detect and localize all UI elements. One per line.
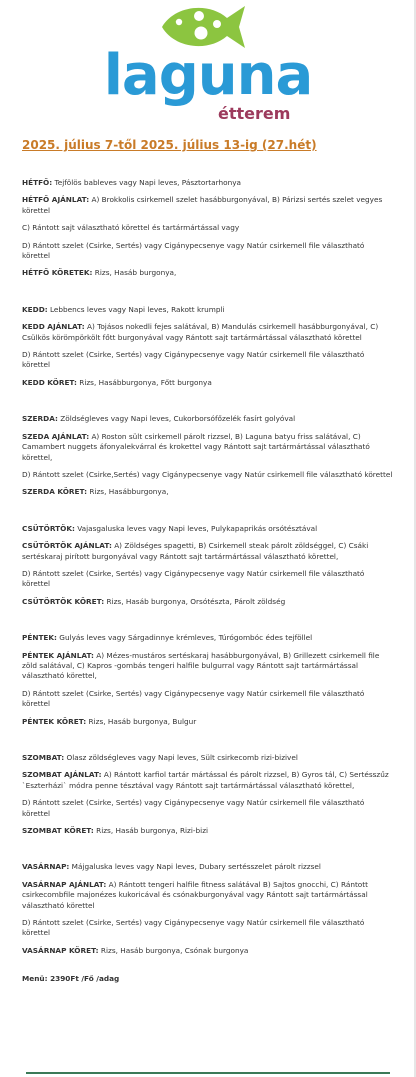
day-label: SZERDA: — [22, 414, 58, 424]
side-line — [22, 597, 394, 607]
logo-subtitle: étterem — [218, 104, 291, 123]
day-section-friday — [22, 633, 394, 727]
soup-text: Lebbencs leves vagy Napi leves, Rakott krumpli — [47, 304, 225, 314]
soup-line — [22, 633, 394, 643]
side-line — [22, 717, 394, 727]
offer-line — [22, 651, 394, 682]
day-section-thursday — [22, 524, 394, 607]
side-text: Rizs, Hasáb burgonya, Orsótészta, Párolt zöldség — [104, 596, 286, 606]
menu-label: Menü: — [22, 974, 48, 984]
option-c-line: C) Rántott sajt választható körettel és tartármártással vagy — [22, 223, 240, 233]
restaurant-logo[interactable] — [0, 0, 416, 128]
offer-label: KEDD AJÁNLAT: — [22, 322, 85, 332]
day-label: HÉTFŐ: — [22, 178, 53, 187]
side-label: VASÁRNAP KÖRET: — [22, 945, 99, 955]
option-d-line: D) Rántott szelet (Csirke, Sertés) vagy Cigánypecsenye vagy Natúr csirkemell file választható körettel — [22, 568, 365, 589]
offer-label: SZEDA AJÁNLAT: — [22, 431, 90, 441]
offer-line — [22, 322, 394, 343]
offer-text: A) Rántott tengeri halfile fitness salátával B) Sajtos gnocchi, C) Rántott csirkecombfile majonézes kukoricával és csónakburgonyával vagy Rántott sajt tartármártással választható körettel — [22, 879, 368, 910]
side-line — [22, 946, 394, 956]
logo-wordmark: laguna — [103, 43, 313, 108]
soup-line — [22, 753, 394, 763]
soup-line — [22, 862, 394, 872]
side-label: HÉTFŐ KÖRETEK: — [22, 268, 93, 278]
day-section-tuesday — [22, 305, 394, 388]
option-d-line: D) Rántott szelet (Csirke,Sertés) vagy Cigánypecsenye vagy Natúr csirkemell file választható körettel — [22, 469, 393, 479]
soup-text: Vajasgaluska leves vagy Napi leves, Pulykapaprikás orsótésztával — [74, 523, 318, 533]
day-section-sunday — [22, 862, 394, 956]
day-label: VASÁRNAP: — [22, 862, 70, 872]
day-section-saturday — [22, 753, 394, 836]
offer-text: A) Roston sült csirkemell párolt rizzsel, B) Laguna batyu friss salátával, C) Camambert nuggets áfonyalekvárral és krokettel vagy Rántott sajt tartármártással választható körettel, — [22, 431, 370, 462]
offer-line — [22, 432, 394, 463]
offer-line — [22, 541, 394, 562]
side-text: Rizs, Hasáb burgonya, Rizi-bizi — [93, 826, 209, 836]
side-line — [22, 268, 394, 278]
side-label: SZERDA KÖRET: — [22, 487, 88, 497]
menu-price-line — [22, 974, 394, 984]
soup-line — [22, 305, 394, 315]
side-text: Rizs, Hasáb burgonya, — [92, 268, 177, 278]
option-d-line: D) Rántott szelet (Csirke, Sertés) vagy Cigánypecsenye vagy Natúr csirkemell file választható körettel — [22, 688, 365, 709]
soup-text: Gulyás leves vagy Sárgadinnye krémleves, Túrógombóc édes tejföllel — [56, 633, 313, 643]
soup-text: Tejfölös bableves vagy Napi leves, Pásztortarhonya — [52, 178, 242, 187]
side-label: PÉNTEK KÖRET: — [22, 716, 87, 726]
offer-label: SZOMBAT AJÁNLAT: — [22, 770, 102, 780]
day-section-monday — [22, 178, 394, 279]
offer-label: PÉNTEK AJÁNLAT: — [22, 650, 94, 660]
day-label: KEDD: — [22, 304, 48, 314]
side-line — [22, 378, 394, 388]
offer-line — [22, 770, 394, 791]
offer-text: A) Tojásos nokedli fejes salátával, B) Mandulás csirkemell hasábburgonyával, C) Csülkös körömpörkölt főtt burgonyával vagy Rántott sajt tartármártással választható körettel — [22, 322, 379, 342]
soup-text: Zöldségleves vagy Napi leves, Cukorborsófőzelék fasírt golyóval — [57, 414, 296, 424]
weekly-menu — [22, 178, 394, 992]
offer-label: CSÜTÖRTÖK AJÁNLAT: — [22, 541, 112, 551]
side-text: Rizs, Hasábburgonya, — [87, 487, 169, 497]
side-label: CSÜTÖRTÖK KÖRET: — [22, 596, 105, 606]
soup-line — [22, 178, 394, 188]
soup-text: Olasz zöldségleves vagy Napi leves, Sült csirkecomb rizi-bizivel — [64, 753, 298, 762]
option-d-line: D) Rántott szelet (Csirke, Sertés) vagy Cigánypecsenye vagy Natúr csirkemell file választható körettel — [22, 240, 365, 261]
footer-divider — [26, 1072, 390, 1074]
menu-price: 2390Ft /Fő /adag — [47, 974, 120, 984]
offer-text: A) Zöldséges spagetti, B) Csirkemell steak párolt zöldséggel, C) Csáki sertéskaraj pirított burgonyával vagy Rántott sajt tartármártással választható körettel, — [22, 541, 369, 561]
offer-text: A) Mézes-mustáros sertéskaraj hasábburgonyával, B) Grillezett csirkemell file zöld salátával, C) Kapros -gombás tengeri halfile bulgurral vagy Rántott sajt tartármártással választható körettel, — [22, 650, 380, 681]
offer-line — [22, 880, 394, 911]
offer-label: VASÁRNAP AJÁNLAT: — [22, 879, 107, 889]
side-line — [22, 826, 394, 836]
soup-line — [22, 414, 394, 424]
offer-line — [22, 195, 394, 216]
side-text: Rizs, Hasábburgonya, Főtt burgonya — [76, 377, 212, 387]
side-text: Rizs, Hasáb burgonya, Csónak burgonya — [98, 945, 249, 955]
soup-text: Májgaluska leves vagy Napi leves, Dubary sertésszelet párolt rizzsel — [69, 862, 321, 872]
side-text: Rizs, Hasáb burgonya, Bulgur — [86, 716, 197, 726]
side-line — [22, 487, 394, 497]
day-label: PÉNTEK: — [22, 633, 57, 643]
offer-text: A) Brokkolis csirkemell szelet hasábburgonyával, B) Párizsi sertés szelet vegyes körettel — [22, 195, 383, 215]
soup-line — [22, 524, 394, 534]
day-label: CSÜTÖRTÖK: — [22, 523, 75, 533]
offer-label: HÉTFŐ AJÁNLAT: — [22, 195, 90, 205]
option-d-line: D) Rántott szelet (Csirke, Sertés) vagy Cigánypecsenye vagy Natúr csirkemell file választható körettel — [22, 918, 365, 938]
offer-text: A) Rántott karfiol tartár mártással és párolt rizzsel, B) Gyros tál, C) Sertésszűz `Eszterházi` módra penne tésztával vagy Rántott sajt tartármártással választható körettel, — [22, 770, 389, 790]
day-section-wednesday — [22, 414, 394, 497]
option-d-line: D) Rántott szelet (Csirke, Sertés) vagy Cigánypecsenye vagy Natúr csirkemell file választható körettel — [22, 350, 365, 370]
option-d-line: D) Rántott szelet (Csirke, Sertés) vagy Cigánypecsenye vagy Natúr csirkemell file választható körettel — [22, 798, 365, 818]
day-label: SZOMBAT: — [22, 753, 65, 762]
side-label: SZOMBAT KÖRET: — [22, 826, 94, 836]
week-title-link[interactable]: 2025. július 7-től 2025. július 13-ig (27.hét) — [22, 138, 317, 152]
side-label: KEDD KÖRET: — [22, 377, 77, 387]
